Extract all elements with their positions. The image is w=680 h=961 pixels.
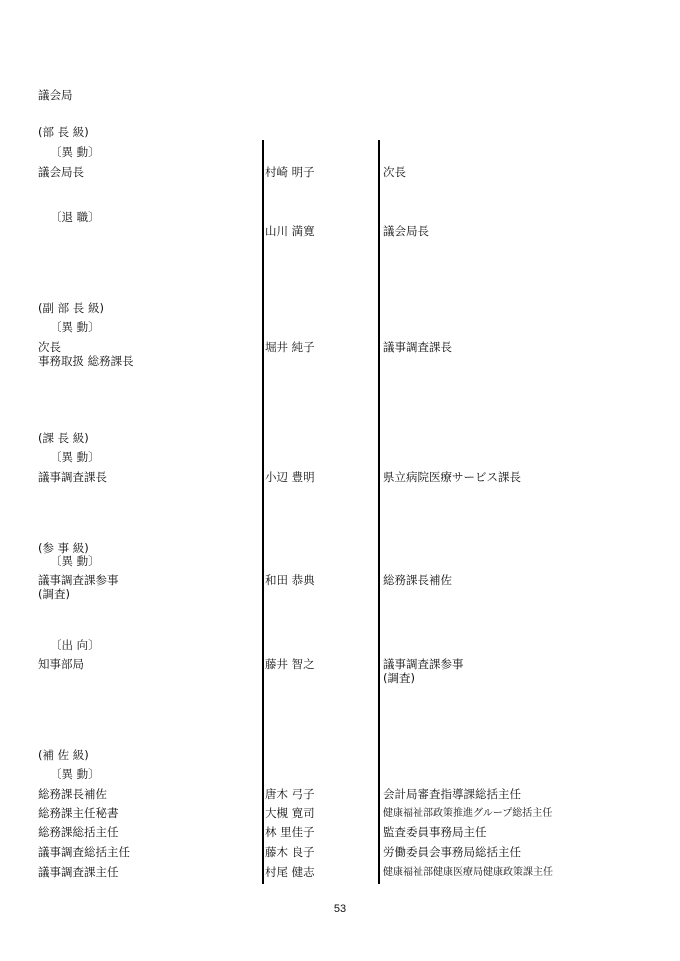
column-divider-right (378, 140, 380, 884)
person-name: 小辺 豊明 (265, 470, 315, 484)
person-name: 藤井 智之 (265, 657, 315, 671)
person-name: 山川 満寛 (265, 224, 315, 238)
previous-post-line2: (調査) (383, 671, 415, 685)
previous-post: 監査委員事務局主任 (383, 825, 487, 839)
post: 議事調査総括主任 (38, 845, 130, 859)
post: 総務課主任秘書 (38, 806, 119, 820)
post: 議事調査課参事 (38, 573, 119, 587)
previous-post: 議事調査課参事 (383, 657, 464, 671)
person-name: 村尾 健志 (265, 865, 315, 879)
person-name: 藤木 良子 (265, 845, 315, 859)
person-name: 大槻 寛司 (265, 806, 315, 820)
post: 議会局長 (38, 165, 84, 179)
person-name: 和田 恭典 (265, 573, 315, 587)
previous-post: 健康福祉部政策推進グループ総括主任 (383, 808, 553, 819)
previous-post: 総務課長補佐 (383, 573, 452, 587)
person-name: 唐木 弓子 (265, 787, 315, 801)
rank-header-kacho: (課 長 級) (38, 431, 89, 445)
post: 議事調査課長 (38, 470, 107, 484)
previous-post: 次長 (383, 165, 406, 179)
category-shukko: 〔出 向〕 (50, 638, 100, 652)
rank-header-fukubucho: (副 部 長 級) (38, 301, 104, 315)
post: 議事調査課主任 (38, 865, 119, 879)
person-name: 林 里佳子 (265, 825, 315, 839)
previous-post: 会計局審査指導課総括主任 (383, 787, 521, 801)
category-taishoku: 〔退 職〕 (50, 210, 100, 224)
category-idou: 〔異 動〕 (50, 767, 100, 781)
post-line2: 事務取扱 総務課長 (38, 354, 134, 368)
post: 知事部局 (38, 657, 84, 671)
category-idou: 〔異 動〕 (50, 145, 100, 159)
previous-post: 労働委員会事務局総括主任 (383, 845, 521, 859)
post: 総務課総括主任 (38, 825, 119, 839)
category-idou: 〔異 動〕 (50, 554, 100, 568)
person-name: 村崎 明子 (265, 165, 315, 179)
previous-post: 県立病院医療サービス課長 (383, 470, 521, 484)
department-title: 議会局 (38, 88, 73, 102)
page-number: 53 (333, 903, 347, 915)
category-idou: 〔異 動〕 (50, 320, 100, 334)
rank-header-sanji: (参 事 級) (38, 541, 89, 555)
previous-post: 議会局長 (383, 224, 429, 238)
post-line2: (調査) (38, 587, 70, 601)
previous-post: 健康福祉部健康医療局健康政策課主任 (383, 867, 553, 878)
rank-header-bucho: (部 長 級) (38, 125, 89, 139)
post: 次長 (38, 340, 61, 354)
column-divider-left (262, 140, 264, 884)
category-idou: 〔異 動〕 (50, 450, 100, 464)
previous-post: 議事調査課長 (383, 340, 452, 354)
person-name: 堀井 純子 (265, 340, 315, 354)
post: 総務課長補佐 (38, 787, 107, 801)
rank-header-hosa: (補 佐 級) (38, 748, 89, 762)
